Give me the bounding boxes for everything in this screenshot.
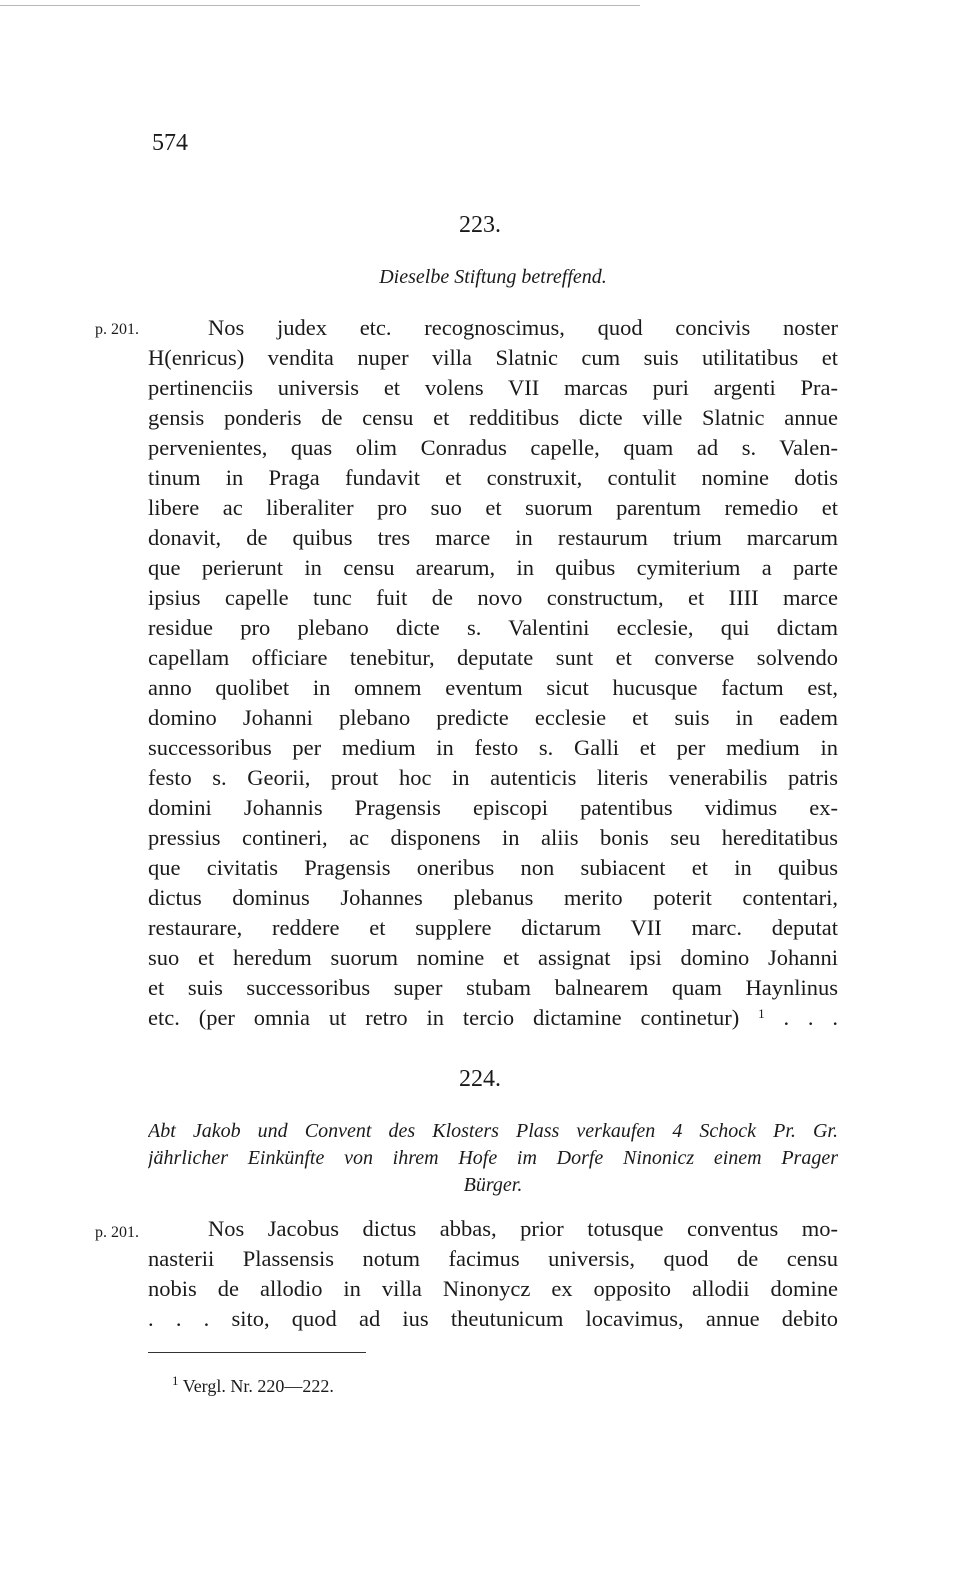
document-223-heading: Dieselbe Stiftung betreffend. bbox=[379, 266, 607, 288]
heading-line: jährlicher Einkünfte von ihrem Hofe im Dorfe Ninonicz einem Prager bbox=[148, 1147, 838, 1169]
text-line: pertinenciis universis et volens VII marcas puri argenti Pra- bbox=[148, 375, 838, 400]
text-line: donavit, de quibus tres marce in restaurum trium marcarum bbox=[148, 525, 838, 550]
text-line: festo s. Georii, prout hoc in autenticis literis venerabilis patris bbox=[148, 765, 838, 790]
footnote-mark: 1 bbox=[172, 1373, 179, 1388]
text-line: gensis ponderis de censu et redditibus dicte ville Slatnic annue bbox=[148, 405, 838, 430]
text-line: H(enricus) vendita nuper villa Slatnic cum suis utilitatibus et bbox=[148, 345, 838, 370]
footnote-text: Vergl. Nr. 220—222. bbox=[182, 1376, 334, 1396]
document-224-heading bbox=[148, 1118, 838, 1199]
top-edge-rule bbox=[0, 5, 640, 6]
text-line: . . . sito, quod ad ius theutunicum locavimus, annue debito bbox=[148, 1306, 838, 1331]
page-number: 574 bbox=[152, 130, 188, 156]
text-line: successoribus per medium in festo s. Galli et per medium in bbox=[148, 735, 838, 760]
footnote bbox=[172, 1373, 334, 1397]
text-line: domini Johannis Pragensis episcopi patentibus vidimus ex- bbox=[148, 795, 838, 820]
document-224-body bbox=[148, 1214, 838, 1334]
document-223-margin-reference: p. 201. bbox=[95, 321, 139, 338]
footnote-separator bbox=[148, 1352, 366, 1353]
text-line: ipsius capelle tunc fuit de novo constructum, et IIII marce bbox=[148, 585, 838, 610]
document-224-margin-reference: p. 201. bbox=[95, 1224, 139, 1241]
text-line: pressius contineri, ac disponens in aliis bonis seu hereditatibus bbox=[148, 825, 838, 850]
text-line: que perierunt in censu arearum, in quibus cymiterium a parte bbox=[148, 555, 838, 580]
text-line: suo et heredum suorum nomine et assignat ipsi domino Johanni bbox=[148, 945, 838, 970]
text-line: capellam officiare tenebitur, deputate sunt et converse solvendo bbox=[148, 645, 838, 670]
text-line: anno quolibet in omnem eventum sicut hucusque factum est, bbox=[148, 675, 838, 700]
text-line: restaurare, reddere et supplere dictarum VII marc. deputat bbox=[148, 915, 838, 940]
text-line: et suis successoribus super stubam balnearem quam Haynlinus bbox=[148, 975, 838, 1000]
text-line: nobis de allodio in villa Ninonycz ex opposito allodii domine bbox=[148, 1276, 838, 1301]
text-line: residue pro plebano dicte s. Valentini ecclesie, qui dictam bbox=[148, 615, 838, 640]
text-line bbox=[148, 1003, 838, 1033]
text-line: domino Johanni plebano predicte ecclesie et suis in eadem bbox=[148, 705, 838, 730]
document-223-body bbox=[148, 313, 838, 1033]
text-line: tinum in Praga fundavit et construxit, contulit nomine dotis bbox=[148, 465, 838, 490]
document-224-number: 224. bbox=[459, 1066, 501, 1092]
text-line: dictus dominus Johannes plebanus merito poterit contentari, bbox=[148, 885, 838, 910]
text-line: nasterii Plassensis notum facimus universis, quod de censu bbox=[148, 1246, 838, 1271]
text-line: pervenientes, quas olim Conradus capelle, quam ad s. Valen- bbox=[148, 435, 838, 460]
text-line: Nos judex etc. recognoscimus, quod concivis noster bbox=[208, 315, 838, 340]
text-line: Nos Jacobus dictus abbas, prior totusque conventus mo- bbox=[208, 1216, 838, 1241]
document-223-number: 223. bbox=[459, 212, 501, 238]
text-line: libere ac liberaliter pro suo et suorum parentum remedio et bbox=[148, 495, 838, 520]
last-line-text: etc. (per omnia ut retro in tercio dictamine continetur) bbox=[148, 1005, 740, 1030]
text-line: que civitatis Pragensis oneribus non subiacent et in quibus bbox=[148, 855, 838, 880]
footnote-reference-mark: 1 bbox=[758, 1006, 765, 1021]
heading-line: Bürger. bbox=[463, 1174, 523, 1196]
last-line-ellipsis: . . . bbox=[764, 1005, 838, 1030]
heading-line: Abt Jakob und Convent des Klosters Plass verkaufen 4 Schock Pr. Gr. bbox=[148, 1120, 838, 1142]
